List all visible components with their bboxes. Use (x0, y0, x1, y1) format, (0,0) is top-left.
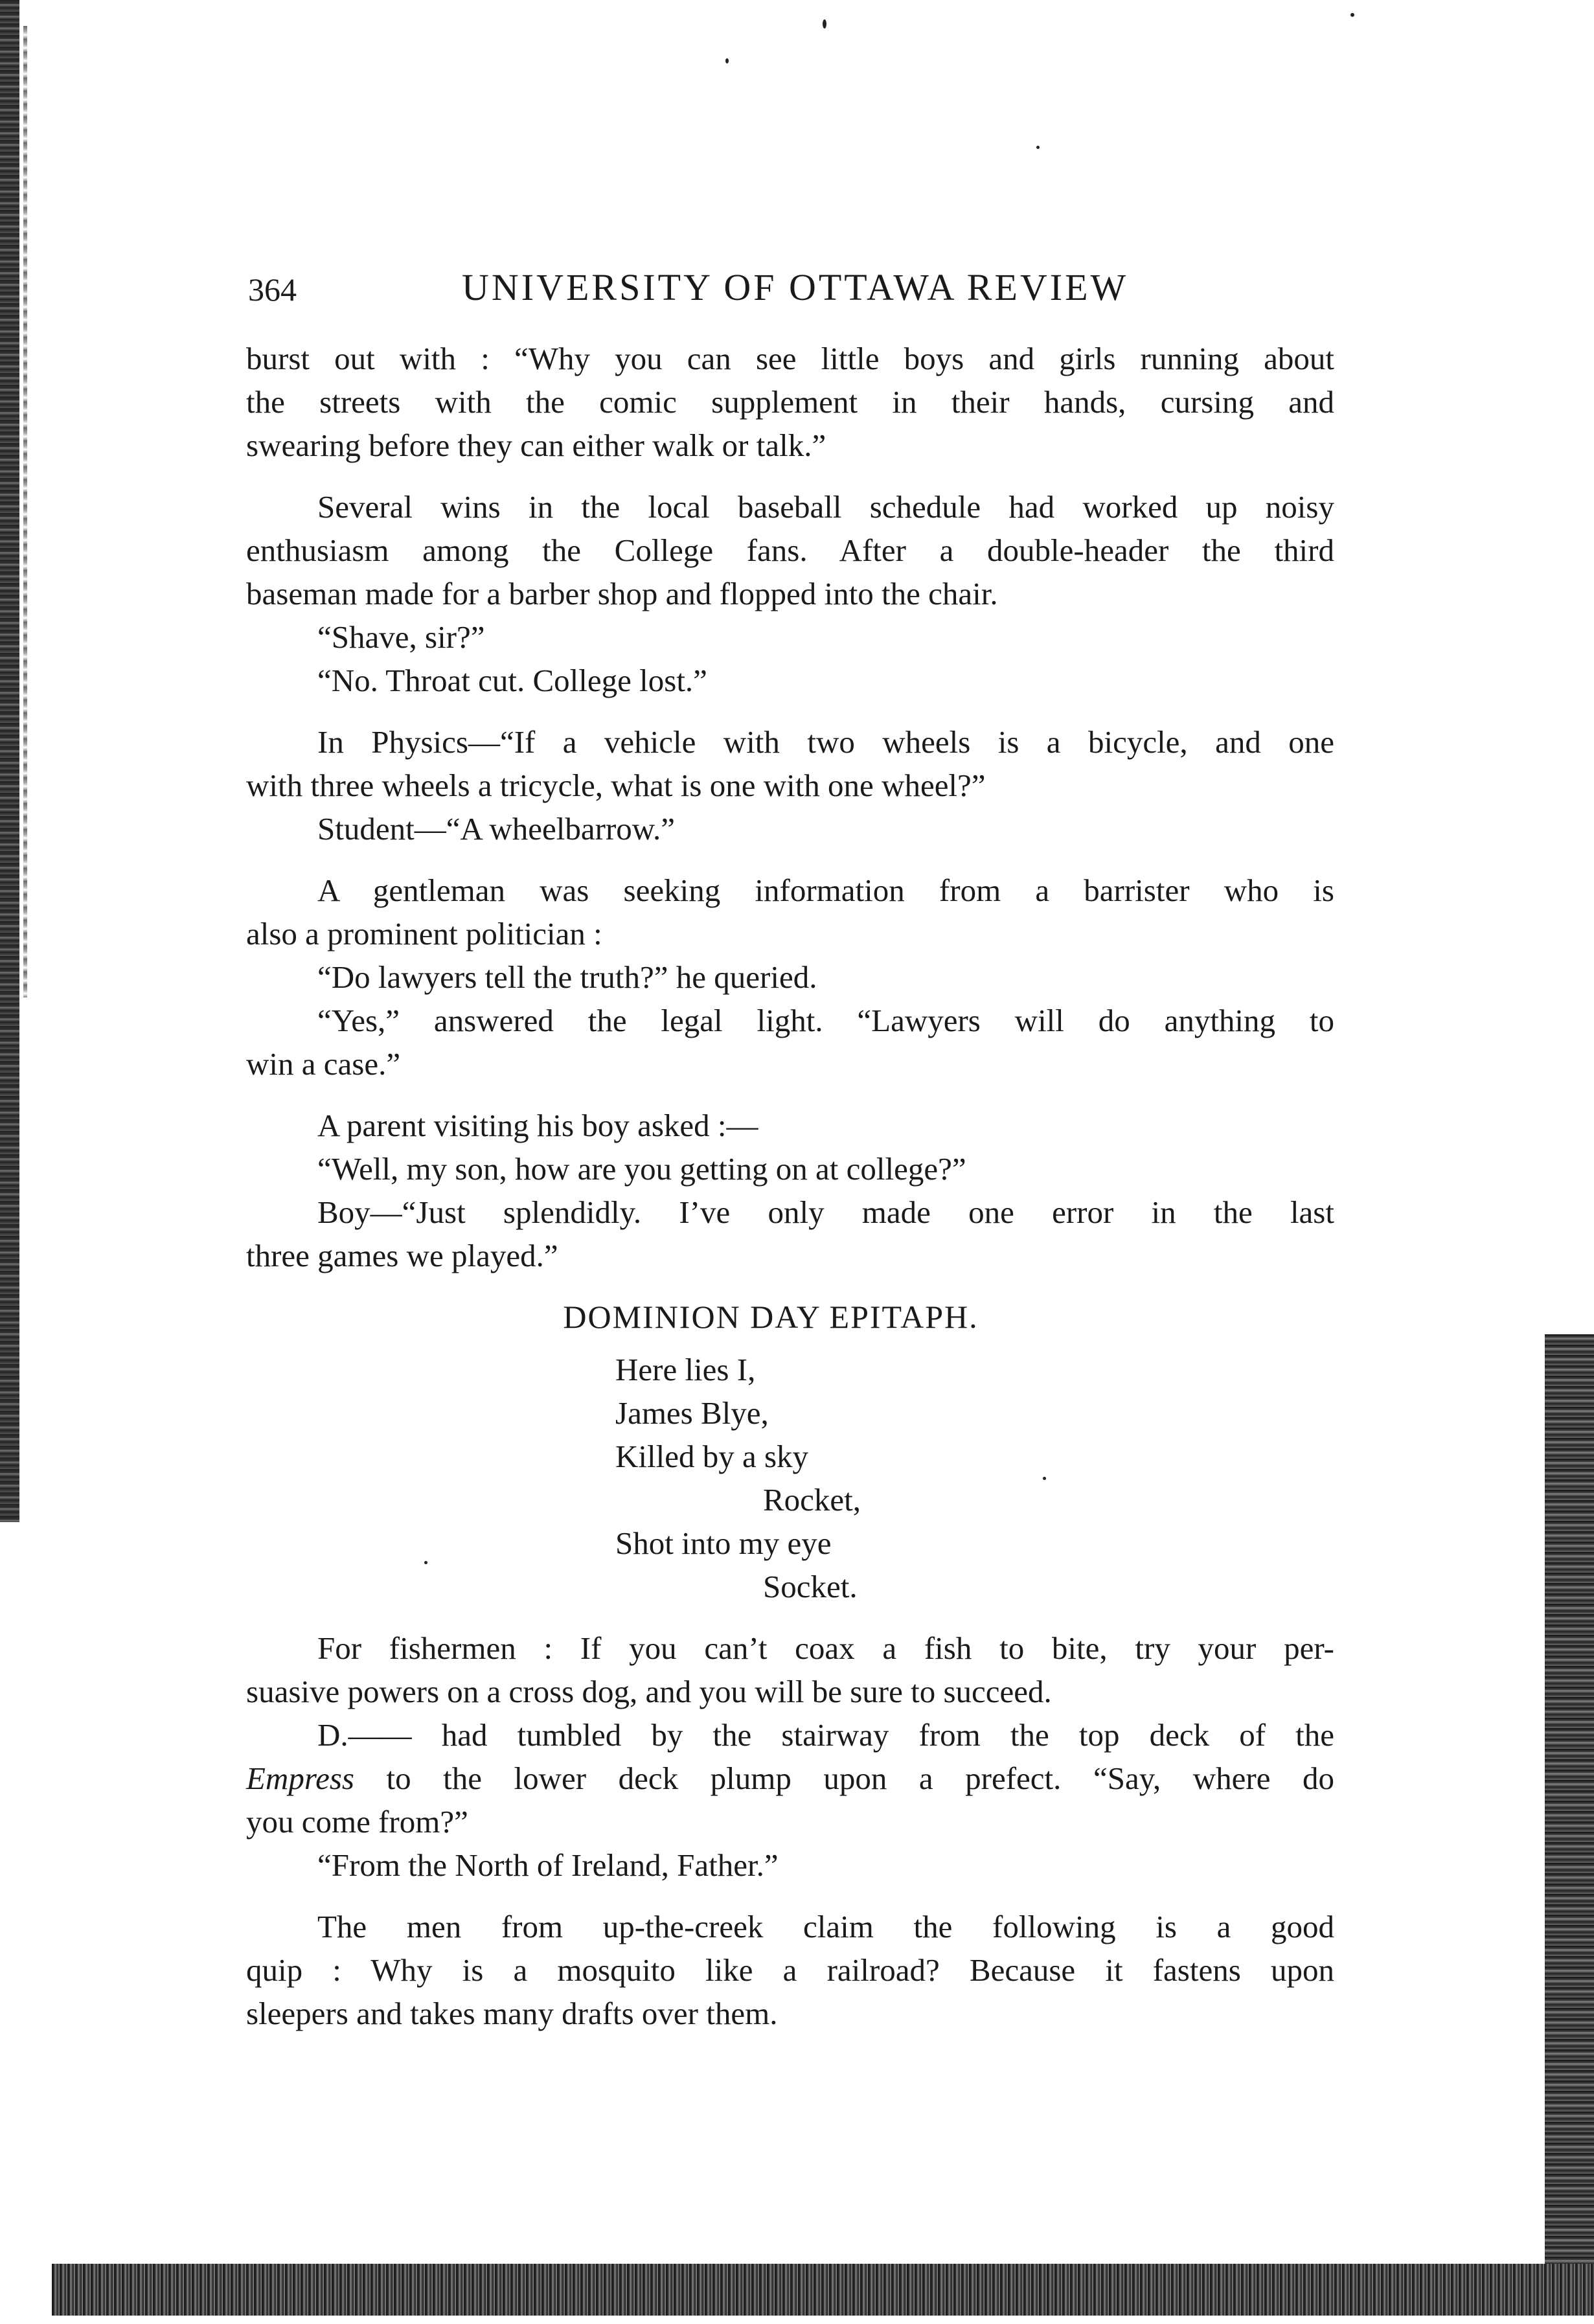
text-line: D.—— had tumbled by the stairway from the top deck of the (317, 1717, 1334, 1753)
paragraph (246, 1713, 1334, 1843)
text-line: win a case.” (246, 1046, 401, 1082)
text-line: sleepers and takes many drafts over them. (246, 1996, 778, 2031)
text-line: “Yes,” answered the legal light. “Lawyers will do anything to (317, 1003, 1334, 1038)
text-fragment: to the lower deck plump upon a prefect. “Say, where do (386, 1760, 1335, 1796)
text-line (246, 1757, 1334, 1800)
paragraph (246, 615, 1334, 659)
paragraph (246, 807, 1334, 850)
text-line: enthusiasm among the College fans. After a double-header the third (246, 532, 1334, 568)
text-line: suasive powers on a cross dog, and you will be sure to succeed. (246, 1674, 1052, 1709)
paragraph (246, 1843, 1334, 1887)
text-line: baseman made for a barber shop and flopped into the chair. (246, 576, 998, 611)
paragraph (246, 1147, 1334, 1190)
paragraph (246, 1104, 1334, 1147)
poem-line: James Blye, (615, 1395, 769, 1431)
text-line: “Well, my son, how are you getting on at college?” (317, 1151, 966, 1187)
epitaph-title: DOMINION DAY EPITAPH. (563, 1299, 979, 1335)
page-number: 364 (248, 271, 297, 308)
poem-line: Socket. (763, 1569, 858, 1604)
paragraph (246, 659, 1334, 702)
page-body (246, 337, 1334, 2053)
text-line: the streets with the comic supplement in their hands, cursing and (246, 384, 1334, 420)
text-line: Several wins in the local baseball schedule had worked up noisy (317, 489, 1334, 525)
text-line: Student—“A wheelbarrow.” (317, 811, 675, 847)
text-line: with three wheels a tricycle, what is one with one wheel?” (246, 768, 986, 803)
paragraph (246, 337, 1334, 467)
text-line: three games we played.” (246, 1238, 558, 1273)
text-line: quip : Why is a mosquito like a railroad? Because it fastens upon (246, 1952, 1334, 1988)
text-line: “Shave, sir?” (317, 619, 485, 655)
text-line: “No. Throat cut. College lost.” (317, 663, 707, 698)
text-line: A gentleman was seeking information from a barrister who is (317, 872, 1334, 908)
paragraph (246, 869, 1334, 955)
text-line: “Do lawyers tell the truth?” he queried. (317, 959, 817, 995)
text-line: “From the North of Ireland, Father.” (317, 1847, 779, 1883)
paragraph (246, 720, 1334, 807)
text-line: burst out with : “Why you can see little boys and girls running about (246, 341, 1334, 376)
poem-line: Killed by a sky (615, 1439, 809, 1474)
poem-line: Here lies I, (615, 1352, 756, 1387)
paragraph (246, 955, 1334, 999)
paragraph (246, 999, 1334, 1086)
epitaph-poem (615, 1348, 1334, 1608)
poem-line: Shot into my eye (615, 1525, 832, 1561)
running-title: UNIVERSITY OF OTTAWA REVIEW (462, 266, 1129, 308)
poem-line: Rocket, (763, 1482, 861, 1518)
text-line: also a prominent politician : (246, 916, 602, 951)
ship-name: Empress (246, 1760, 354, 1796)
text-line: Boy—“Just splendidly. I’ve only made one error in the last (317, 1194, 1334, 1230)
text-line: A parent visiting his boy asked :— (317, 1108, 758, 1143)
text-line: you come from?” (246, 1804, 468, 1840)
paragraph (246, 1190, 1334, 1277)
text-line: For fishermen : If you can’t coax a fish to bite, try your per- (317, 1630, 1334, 1666)
page-header (248, 266, 1349, 317)
text-line: The men from up-the-creek claim the following is a good (317, 1909, 1334, 1944)
paragraph (246, 485, 1334, 615)
text-line: swearing before they can either walk or talk.” (246, 427, 826, 463)
paragraph (246, 1905, 1334, 2035)
paragraph (246, 1626, 1334, 1713)
text-line: In Physics—“If a vehicle with two wheels is a bicycle, and one (317, 724, 1334, 760)
